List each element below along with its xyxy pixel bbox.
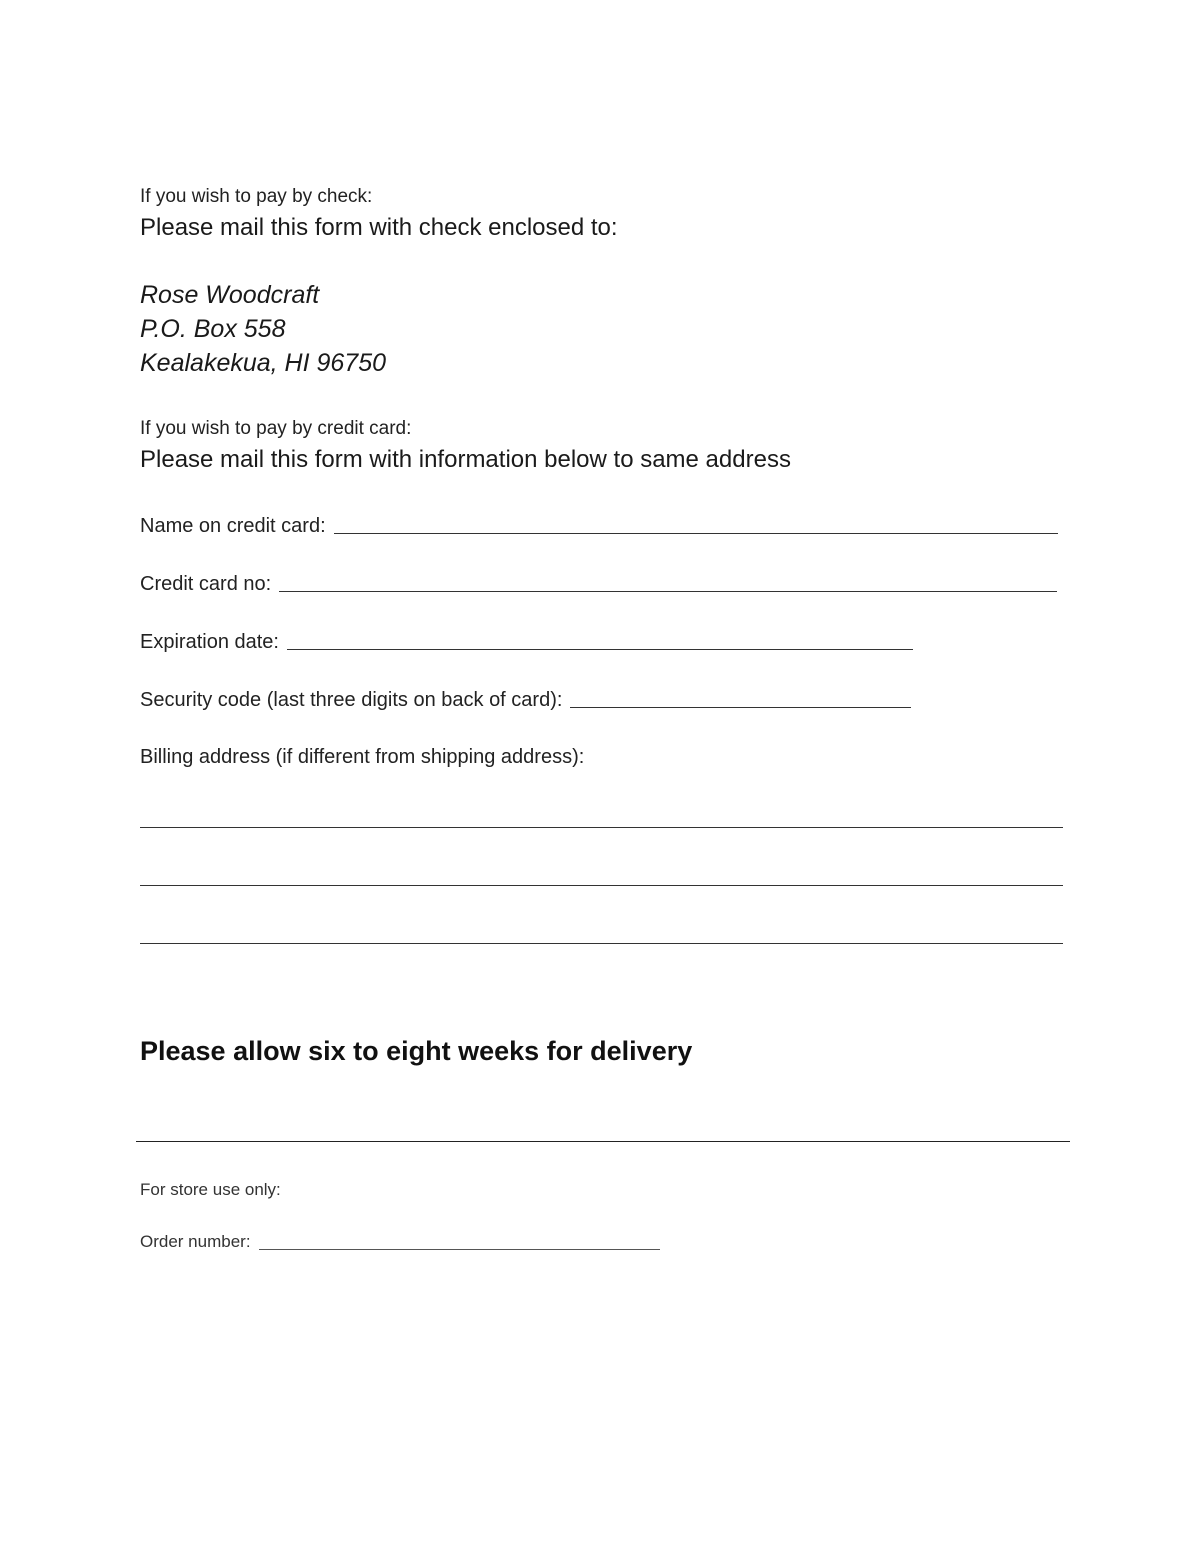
security-code-field[interactable] — [140, 682, 911, 712]
billing-address-label: Billing address (if different from shipping address): — [140, 746, 585, 768]
delivery-notice: Please allow six to eight weeks for delivery — [140, 1036, 693, 1066]
name-on-card-input[interactable] — [334, 511, 1058, 534]
security-code-label: Security code (last three digits on back of card): — [140, 689, 563, 711]
order-number-label: Order number: — [140, 1232, 251, 1251]
card-number-field[interactable] — [140, 566, 1057, 596]
expiration-date-input[interactable] — [287, 627, 913, 650]
address-line-2: P.O. Box 558 — [140, 315, 286, 343]
check-instruction: Please mail this form with check enclosed to: — [140, 214, 618, 241]
billing-address-line-2[interactable] — [140, 885, 1063, 886]
name-on-card-label: Name on credit card: — [140, 515, 326, 537]
store-divider — [136, 1141, 1070, 1142]
name-on-card-field[interactable] — [140, 508, 1058, 538]
address-line-3: Kealakekua, HI 96750 — [140, 349, 387, 377]
expiration-date-label: Expiration date: — [140, 631, 279, 653]
check-intro: If you wish to pay by check: — [140, 186, 373, 207]
credit-intro: If you wish to pay by credit card: — [140, 418, 412, 439]
card-number-label: Credit card no: — [140, 573, 272, 595]
expiration-date-field[interactable] — [140, 624, 913, 654]
card-number-input[interactable] — [279, 569, 1057, 592]
order-number-input[interactable] — [259, 1227, 660, 1250]
order-number-field[interactable] — [140, 1224, 660, 1254]
billing-address-line-1[interactable] — [140, 827, 1063, 828]
address-line-1: Rose Woodcraft — [140, 281, 320, 309]
credit-instruction: Please mail this form with information below to same address — [140, 446, 791, 473]
security-code-input[interactable] — [570, 685, 911, 708]
billing-address-line-3[interactable] — [140, 943, 1063, 944]
store-use-label: For store use only: — [140, 1180, 281, 1199]
